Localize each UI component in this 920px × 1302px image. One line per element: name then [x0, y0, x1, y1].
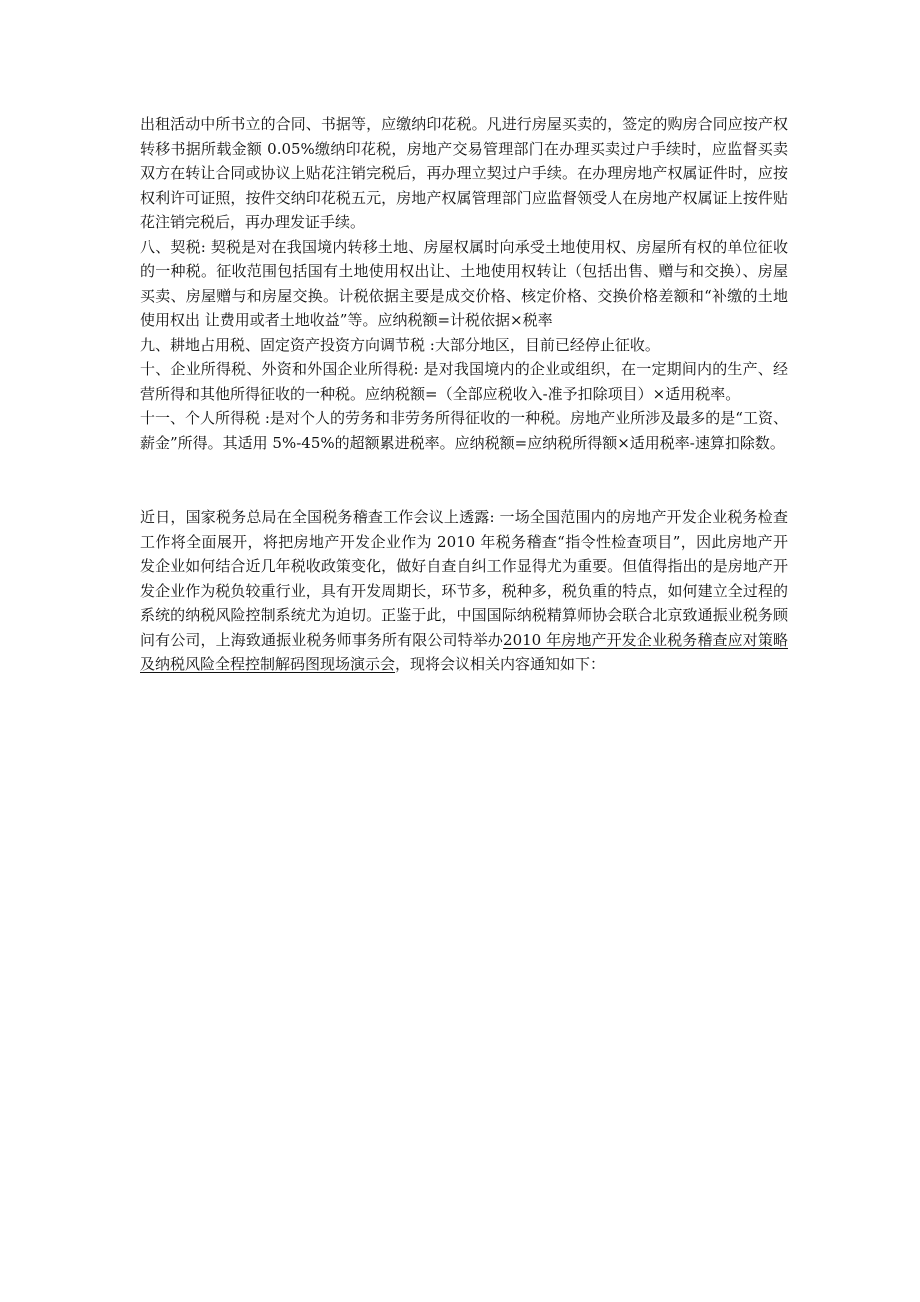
enterprise-income-tax-paragraph: 十、企业所得税、外资和外国企业所得税: 是对我国境内的企业或组织，在一定期间内的生产、经营所得和其他所得征收的一种税。应纳税额=（全部应税收入-准予扣除项目）×适用税率。 [140, 360, 788, 403]
notice-intro-text: 近日，国家税务总局在全国税务稽查工作会议上透露: 一场全国范围内的房地产开发企业税务检查工作将全面展开，将把房地产开发企业作为 2010 年税务稽查“指令性检查项目”，因此房地产开发企业如何结合近几年税收政策变化，做好自查自纠工作显得尤为重要。但值得指出的是房地产开发企业作为税负较重行业，具有开发周期长，环节多，税种多，税负重的特点，如何建立全过程的系统的纳税风险控制系统尤为迫切。正鉴于此，中国国际纳税精算师协会联合北京致通振业税务顾问有公司，上海致通振业税务师事务所有限公司特举办 [140, 508, 788, 649]
deed-tax-paragraph: 八、契税: 契税是对在我国境内转移土地、房屋权属时向承受土地使用权、房屋所有权的单位征收的一种税。征收范围包括国有土地使用权出让、土地使用权转让（包括出售、赠与和交换）、房屋买卖、房屋赠与和房屋交换。计税依据主要是成交价格、核定价格、交换价格差额和“补缴的土地使用权出 让费用或者土地收益”等。应纳税额=计税依据×税率 [140, 237, 788, 329]
personal-income-tax-paragraph: 十一、个人所得税 :是对个人的劳务和非劳务所得征收的一种税。房地产业所涉及最多的是“工资、薪金”所得。其适用 5%-45%的超额累进税率。应纳税额=应纳税所得额×适用税率-速算扣除数。 [140, 409, 788, 452]
notice-paragraph [140, 505, 788, 677]
tax-items-section [140, 112, 788, 455]
land-occupation-tax-paragraph: 九、耕地占用税、固定资产投资方向调节税 :大部分地区，目前已经停止征收。 [140, 335, 660, 354]
event-title-text: 2010 年房地产开发企业税务稽查应对策略及纳税风险全程控制解码图现场演示会 [140, 630, 788, 673]
document-page [140, 112, 788, 677]
stamp-duty-paragraph: 出租活动中所书立的合同、书据等，应缴纳印花税。凡进行房屋买卖的，签定的购房合同应按产权转移书据所载金额 0.05%缴纳印花税，房地产交易管理部门在办理买卖过户手续时，应监督买卖双方在转让合同或协议上贴花注销完税后，再办理立契过户手续。在办理房地产权属证件时，应按权利许可证照，按件交纳印花税五元，房地产权属管理部门应监督领受人在房地产权属证上按件贴花注销完税后，再办理发证手续。 [140, 115, 788, 231]
notice-outro-text: ，现将会议相关内容通知如下： [395, 655, 606, 673]
section-gap [140, 455, 788, 505]
